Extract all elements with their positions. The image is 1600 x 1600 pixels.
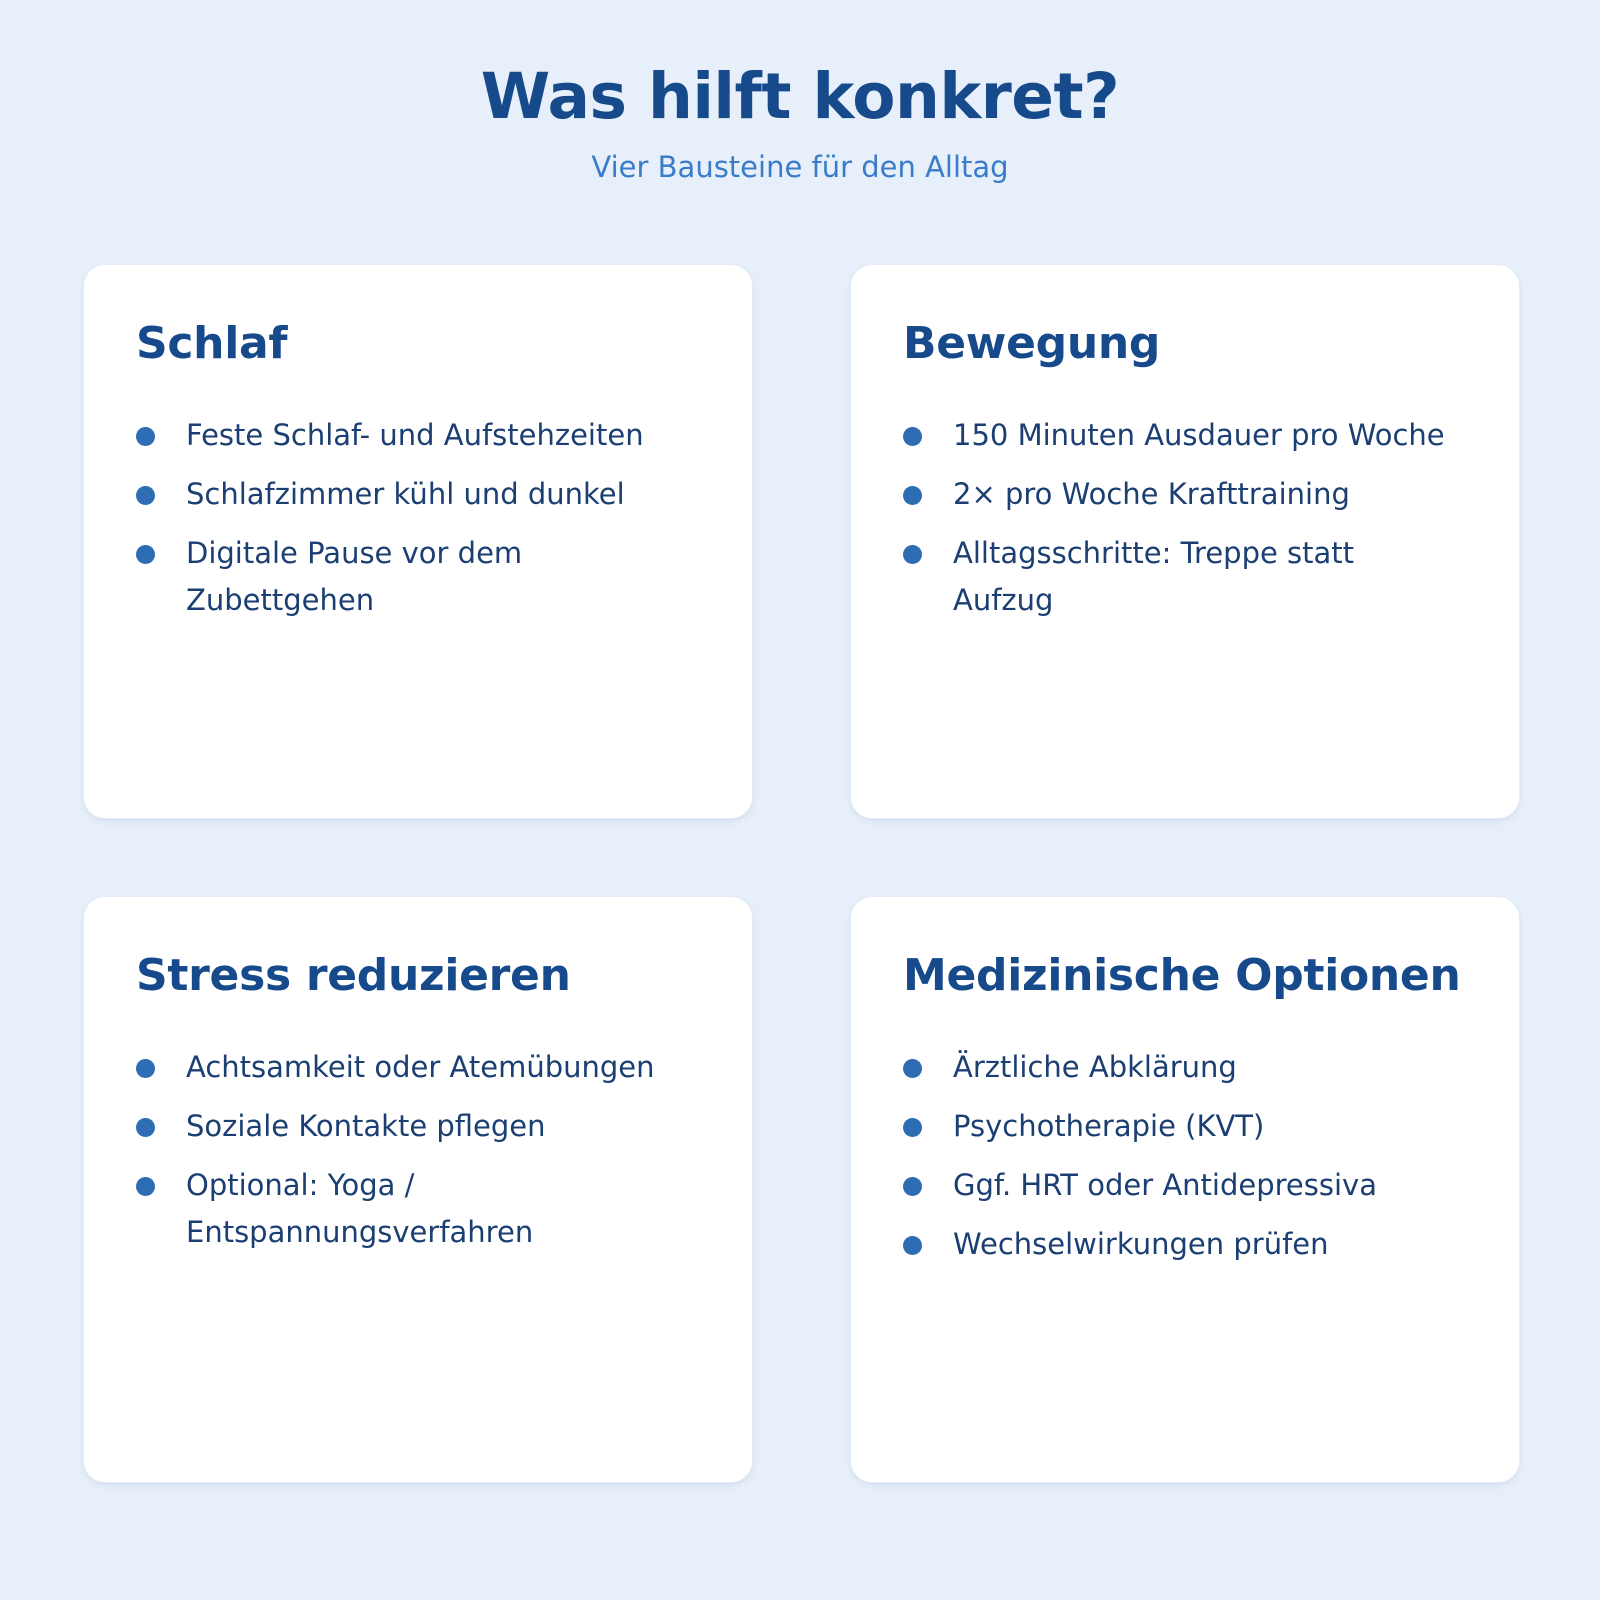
list-item xyxy=(136,1044,696,1091)
card-bullet-list xyxy=(136,1044,706,1256)
list-item-label: 2× pro Woche Krafttraining xyxy=(953,476,1350,511)
card-title: Stress reduzieren xyxy=(136,950,571,1001)
bullet-dot-icon xyxy=(136,1177,155,1196)
list-item xyxy=(136,471,696,518)
bullet-dot-icon xyxy=(136,1118,155,1137)
list-item-label: Wechselwirkungen prüfen xyxy=(953,1226,1329,1261)
card-bullet-list xyxy=(903,412,1473,624)
card-title: Schlaf xyxy=(136,318,288,369)
list-item-label: Achtsamkeit oder Atemübungen xyxy=(186,1049,655,1084)
list-item-label: Psychotherapie (KVT) xyxy=(953,1108,1265,1143)
bullet-dot-icon xyxy=(903,1236,922,1255)
bullet-dot-icon xyxy=(136,545,155,564)
list-item-label: 150 Minuten Ausdauer pro Woche xyxy=(953,417,1445,452)
card-bewegung xyxy=(850,264,1520,819)
list-item-label: Soziale Kontakte pflegen xyxy=(186,1108,546,1143)
bullet-dot-icon xyxy=(136,486,155,505)
bullet-dot-icon xyxy=(903,1059,922,1078)
page-header xyxy=(0,0,1600,186)
card-grid xyxy=(83,264,1520,1483)
card-bullet-list xyxy=(903,1044,1473,1268)
bullet-dot-icon xyxy=(903,486,922,505)
list-item xyxy=(136,530,696,624)
bullet-dot-icon xyxy=(136,1059,155,1078)
list-item-label: Ärztliche Abklärung xyxy=(953,1049,1237,1084)
card-title: Bewegung xyxy=(903,318,1161,369)
bullet-dot-icon xyxy=(903,427,922,446)
list-item-label: Optional: Yoga / Entspannungsverfahren xyxy=(186,1167,534,1249)
list-item xyxy=(903,1221,1463,1268)
card-medizinische-optionen xyxy=(850,896,1520,1483)
list-item xyxy=(136,1162,696,1256)
bullet-dot-icon xyxy=(903,545,922,564)
list-item-label: Feste Schlaf- und Aufstehzeiten xyxy=(186,417,644,452)
list-item xyxy=(903,471,1463,518)
list-item xyxy=(903,1162,1463,1209)
card-stress-reduzieren xyxy=(83,896,753,1483)
list-item xyxy=(903,1103,1463,1150)
bullet-dot-icon xyxy=(903,1118,922,1137)
list-item-label: Alltagsschritte: Treppe statt Aufzug xyxy=(953,535,1355,617)
list-item xyxy=(136,412,696,459)
list-item xyxy=(136,1103,696,1150)
list-item xyxy=(903,530,1463,624)
bullet-dot-icon xyxy=(903,1177,922,1196)
list-item xyxy=(903,1044,1463,1091)
bullet-dot-icon xyxy=(136,427,155,446)
card-schlaf xyxy=(83,264,753,819)
list-item-label: Digitale Pause vor dem Zubettgehen xyxy=(186,535,523,617)
card-bullet-list xyxy=(136,412,706,624)
list-item-label: Ggf. HRT oder Antidepressiva xyxy=(953,1167,1377,1202)
card-title: Medizinische Optionen xyxy=(903,950,1461,1001)
page-subtitle: Vier Bausteine für den Alltag xyxy=(591,149,1009,184)
list-item xyxy=(903,412,1463,459)
page-title: Was hilft konkret? xyxy=(480,60,1120,133)
list-item-label: Schlafzimmer kühl und dunkel xyxy=(186,476,625,511)
